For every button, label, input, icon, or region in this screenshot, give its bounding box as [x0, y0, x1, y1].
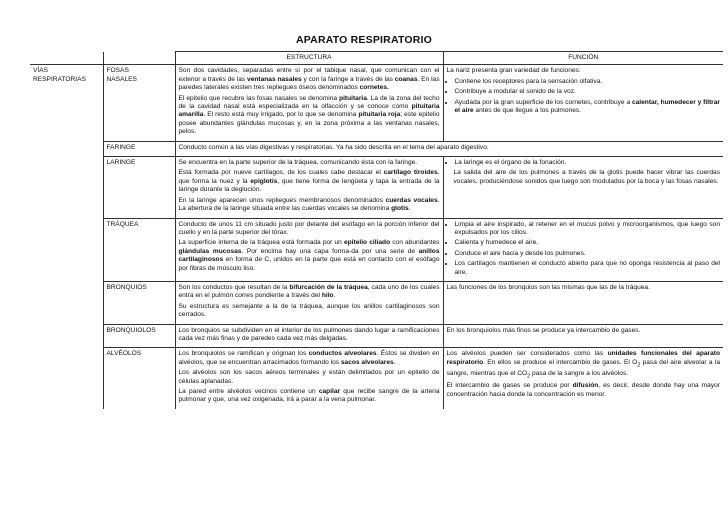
structure-cell: Son dos cavidades, separadas entre sí por el tabique nasal, que comunican con el exterior a través de las ventanas nasales y con la faringe a través de las coanas. En las paredes laterales existen tres repliegues óseos denominados cornetes. El epitelio que recubre las fosas nasales se denomina pituitaria. La de la zona del techo de la cavidad nasal está especializada en la olfacción y se conoce como pituitaria amarilla. El resto está muy irrigado, por lo que se denomina pituitaria roja; este epitelio posee abundantes glándulas mucosas y, en la zona próxima a las ventanas nasales, pelos. [175, 65, 443, 141]
function-cell: En los bronquiolos más finos se produce ya intercambio de gases. [443, 324, 723, 348]
table-row [30, 65, 723, 141]
structure-cell: Conducto de unos 11 cm situado justo por delante del esófago en la porción inferior del cuello y en la parte superior del tórax. La superficie interna de la tráquea está formada por un epitelio ciliado con abundantes glándulas mucosas. Por encima hay una capa forma-da por una serie de anillos cartilaginosos en forma de C, unidos en la parte que está en contacto con el esófago por fibras de músculo liso. [175, 218, 443, 281]
function-cell: La nariz presenta gran variedad de funciones: • Contiene los receptores para la sensación olfativa. • Contribuye a modular el sonido de la voz. • Ayudada por la gran superficie de los cornetes, contribuye a calentar, humedecer y filtrar el aire antes de que llegue a los pulmones. [443, 65, 723, 141]
structure-cell: Los bronquiolos se ramifican y originan los conductos alveolares. Éstos se dividen en alvéolos, que se encuentran arracimados formando los sacos alveolares. Los alvéolos son los sacos aéreos terminales y están delimitados por un epitelio de células aplanadas. La pared entre alvéolos vecinos contiene un capilar que recibe sangre de la arteria pulmonar y que, una vez oxigenada, irá a parar a la vena pulmonar. [175, 348, 443, 409]
table-row [30, 281, 723, 324]
header-estructura: ESTRUCTURA [175, 52, 443, 65]
header-row [30, 52, 723, 65]
structure-cell: Conducto común a las vías digestivas y respiratorias. Ya ha sido descrita en el tema del aparato digestivo. [175, 141, 723, 156]
organ-cell: BRONQUIOLOS [103, 324, 175, 348]
system-label-cell [30, 65, 103, 409]
organ-cell: BRONQUIOS [103, 281, 175, 324]
function-cell: Los alvéolos pueden ser considerados como las unidades funcionales del aparato respiratorio. En ellos se produce el intercambio de gases. El $O_2$ pasa del aire alveolar a la sangre, mientras que el $CO_2$ pasa de la sangre a los alvéolos. El intercambio de gases se produce por difusión, es decir, desde donde hay una mayor concentración hacia donde la concentración es menor. [443, 348, 723, 409]
function-cell: Las funciones de los bronquios son las mismas que las de la tráquea. [443, 281, 723, 324]
organ-cell: LARINGE [103, 157, 175, 218]
table-row [30, 348, 723, 409]
structure-cell: Se encuentra en la parte superior de la tráquea, comunicando ésta con la faringe. Está formada por nueve cartílagos, de los cuales cabe destacar el cartílago tiroides, que forma la nuez y la epiglotis, que tiene forma de lengüeta y tapa la entrada de la laringe durante la deglución. En la laringe aparecen unos repliegues membranosos denominados cuerdas vocales. La abertura de la laringe situada entre las cuerdas vocales se denomina glotis. [175, 157, 443, 218]
respiratory-table [30, 51, 723, 409]
structure-cell: Son los conductos que resultan de la bifurcación de la tráquea, cada uno de los cuales entra en el pulmón corres pondiente a través del hilo. Su estructura es semejante a la de la tráquea, aunque los anillos cartilaginosos son cerrados. [175, 281, 443, 324]
table-row [30, 324, 723, 348]
table-row [30, 218, 723, 281]
table-row [30, 141, 723, 156]
organ-cell: FOSAS NASALES [103, 65, 175, 141]
system-label-line-2: RESPIRATORIAS [33, 75, 86, 83]
document-title: APARATO RESPIRATORIO [295, 34, 433, 46]
organ-cell: TRÁQUEA [103, 218, 175, 281]
function-cell: • La laringe es el órgano de la fonación. La salida del aire de los pulmones a través de la glotis puede hacer vibrar las cuerdas vocales, produciéndose sonidos que luego son modulados por la boca y las fosas nasales. [443, 157, 723, 218]
organ-cell: FARINGE [103, 141, 175, 156]
organ-cell: ALVÉOLOS [103, 348, 175, 409]
function-cell: • Limpia el aire inspirado, al retener en el mucus polvo y microorganismos, que luego son expulsados por los cilios. • Calienta y humedece el aire. • Conduce el aire hacia y desde los pulmones. • Los cartílagos mantienen el conducto abierto para que no oponga resistencia al paso del aire. [443, 218, 723, 281]
table-row [30, 157, 723, 218]
system-label-line-1: VÍAS [33, 67, 49, 75]
structure-cell: Los bronquios se subdividen en el interior de los pulmones dando lugar a ramificaciones cada vez más finas y de paredes cada vez más delgadas. [175, 324, 443, 348]
header-funcion: FUNCIÓN [443, 52, 723, 65]
